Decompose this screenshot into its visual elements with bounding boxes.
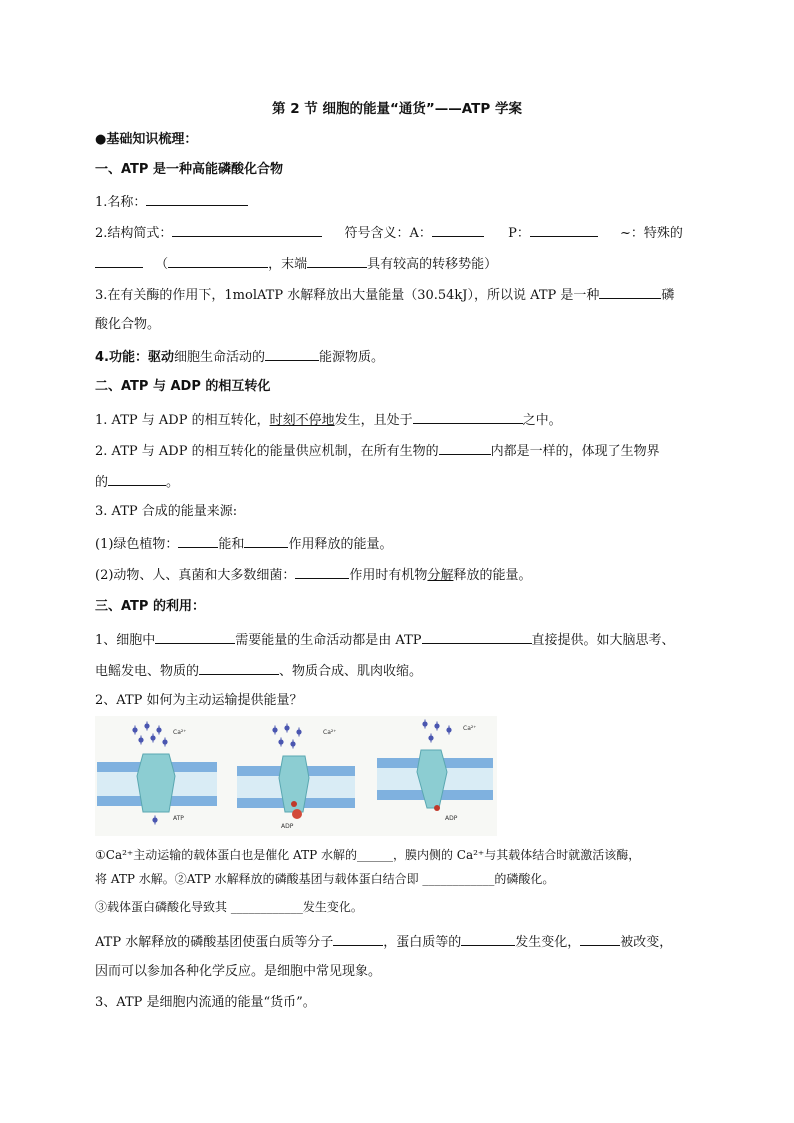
blank[interactable] [439, 441, 491, 455]
membrane-panel-1 [97, 722, 217, 825]
blank[interactable] [422, 630, 532, 644]
energy-and-label: 能和 [218, 537, 245, 552]
symbol-p-label: P： [508, 226, 530, 241]
summary-line-2: 因而可以参加各种化学反应。是细胞中常见现象。 [95, 964, 382, 979]
blank[interactable] [265, 347, 319, 361]
transfer-potential-text: 具有较高的转移势能） [367, 257, 498, 272]
blank[interactable] [172, 223, 322, 237]
ca-label: Ca²⁺ [323, 729, 337, 736]
section-3-heading: 三、ATP 的利用： [95, 599, 205, 614]
function-label: 4.功能：驱动 [95, 350, 174, 365]
animals-label: (2)动物、人、真菌和大多数细菌： [95, 568, 296, 583]
blank[interactable] [199, 661, 279, 675]
blank[interactable] [168, 254, 268, 268]
ca-label: Ca²⁺ [463, 725, 477, 732]
membrane-diagram [95, 716, 497, 836]
blank[interactable] [108, 472, 166, 486]
blank[interactable] [95, 254, 143, 268]
s1-item-1 [95, 192, 248, 212]
s1-item-2-text: 2.结构简式： [95, 226, 173, 241]
s1-item-4-tail: 能源物质。 [319, 350, 385, 365]
section-1-heading: 一、ATP 是一种高能磷酸化合物 [95, 162, 283, 177]
adp-label: ADP [281, 823, 294, 830]
membrane-panel-2 [237, 724, 355, 831]
summary-mid-2: 发生变化， [515, 935, 581, 950]
s2-item-1-text: 1. ATP 与 ADP 的相互转化， [95, 413, 270, 428]
s3-item-1-cont [95, 661, 422, 681]
blank[interactable] [146, 192, 248, 206]
summary-mid: ，蛋白质等的 [383, 935, 462, 950]
underlined-text: 分解 [427, 568, 454, 583]
blank[interactable] [295, 565, 349, 579]
note-1: ①Ca²⁺主动运输的载体蛋白也是催化 ATP 水解的______，膜内侧的 Ca²⁺与其载体结合时就激活该酶， [95, 848, 641, 862]
s3-item-1-text: 1、细胞中 [95, 633, 156, 648]
s2-item-2-of: 的 [95, 475, 109, 490]
period: 。 [166, 475, 180, 490]
blank[interactable] [461, 932, 515, 946]
blank[interactable] [244, 534, 288, 548]
atp-label: ATP [173, 815, 184, 822]
released-energy-text: 释放的能量。 [453, 568, 532, 583]
s2-item-3-2 [95, 565, 531, 585]
blank[interactable] [413, 410, 523, 424]
s2-item-2-tail: 内都是一样的，体现了生物界 [490, 444, 660, 459]
released-energy-text: 作用释放的能量。 [288, 537, 393, 552]
s1-item-4 [95, 347, 384, 367]
s2-item-1 [95, 410, 562, 430]
s1-item-3-tail: 磷 [661, 288, 675, 303]
s1-item-3-cont: 酸化合物。 [95, 317, 161, 332]
adp-label: ADP [445, 815, 458, 822]
s3-item-1 [95, 630, 675, 650]
note-3: ③载体蛋白磷酸化导致其 ____________发生变化。 [95, 900, 363, 914]
blank[interactable] [307, 254, 367, 268]
s1-item-4-text: 细胞生命活动的 [173, 350, 265, 365]
s1-item-3-text: 3.在有关酶的作用下，1molATP 水解释放出大量能量（30.54kJ），所以说 ATP 是一种 [95, 288, 600, 303]
blank[interactable] [530, 223, 598, 237]
blank[interactable] [580, 932, 620, 946]
s1-item-1-text: 1.名称： [95, 195, 147, 210]
blank[interactable] [432, 223, 484, 237]
symbol-tilde-label: ~：特殊的 [619, 226, 683, 241]
s1-item-3 [95, 285, 674, 305]
blank[interactable] [599, 285, 661, 299]
s3-item-1-cont-text: 电鳐发电、物质的 [95, 664, 200, 679]
note-1-cont: 将 ATP 水解。②ATP 水解释放的磷酸基团与载体蛋白结合即 ____________的磷酸化。 [95, 872, 555, 886]
blank[interactable] [155, 630, 235, 644]
blank[interactable] [178, 534, 218, 548]
blank[interactable] [333, 932, 383, 946]
s3-item-1-mid: 需要能量的生命活动都是由 ATP [235, 633, 422, 648]
summary-tail: 被改变， [620, 935, 673, 950]
organic-label: 作用时有机物 [349, 568, 428, 583]
section-2-heading: 二、ATP 与 ADP 的相互转化 [95, 379, 271, 394]
s1-item-2-cont [95, 254, 497, 274]
s1-item-2 [95, 223, 683, 243]
s3-item-1-tail: 直接提供。如大脑思考、 [531, 633, 675, 648]
ca-label: Ca²⁺ [173, 729, 187, 736]
s3-item-1-cont-tail: 、物质合成、肌肉收缩。 [279, 664, 423, 679]
s2-item-1-mid: 发生，且处于 [334, 413, 413, 428]
s2-item-3-1 [95, 534, 392, 554]
end-label: ，末端 [268, 257, 308, 272]
summary-text: ATP 水解释放的磷酸基团使蛋白质等分子 [95, 935, 334, 950]
s2-item-3: 3. ATP 合成的能量来源: [95, 504, 238, 519]
s2-item-2 [95, 441, 660, 461]
s2-item-2-text: 2. ATP 与 ADP 的相互转化的能量供应机制，在所有生物的 [95, 444, 439, 459]
summary-line-1 [95, 932, 672, 952]
active-transport-figure [95, 716, 497, 836]
paren-open: （ [155, 257, 169, 272]
symbol-meaning-label: 符号含义：A： [344, 226, 432, 241]
s2-item-2-cont [95, 472, 179, 492]
underlined-text: 时刻不停地 [269, 413, 335, 428]
section-header: ●基础知识梳理： [95, 132, 198, 147]
page-title: 第 2 节 细胞的能量“通货”——ATP 学案 [272, 101, 522, 117]
s2-item-1-tail: 之中。 [522, 413, 562, 428]
membrane-panel-3 [377, 720, 493, 823]
s3-item-2: 2、ATP 如何为主动运输提供能量？ [95, 693, 303, 708]
green-plants-label: (1)绿色植物： [95, 537, 179, 552]
s3-item-3: 3、ATP 是细胞内流通的能量“货币”。 [95, 995, 316, 1010]
